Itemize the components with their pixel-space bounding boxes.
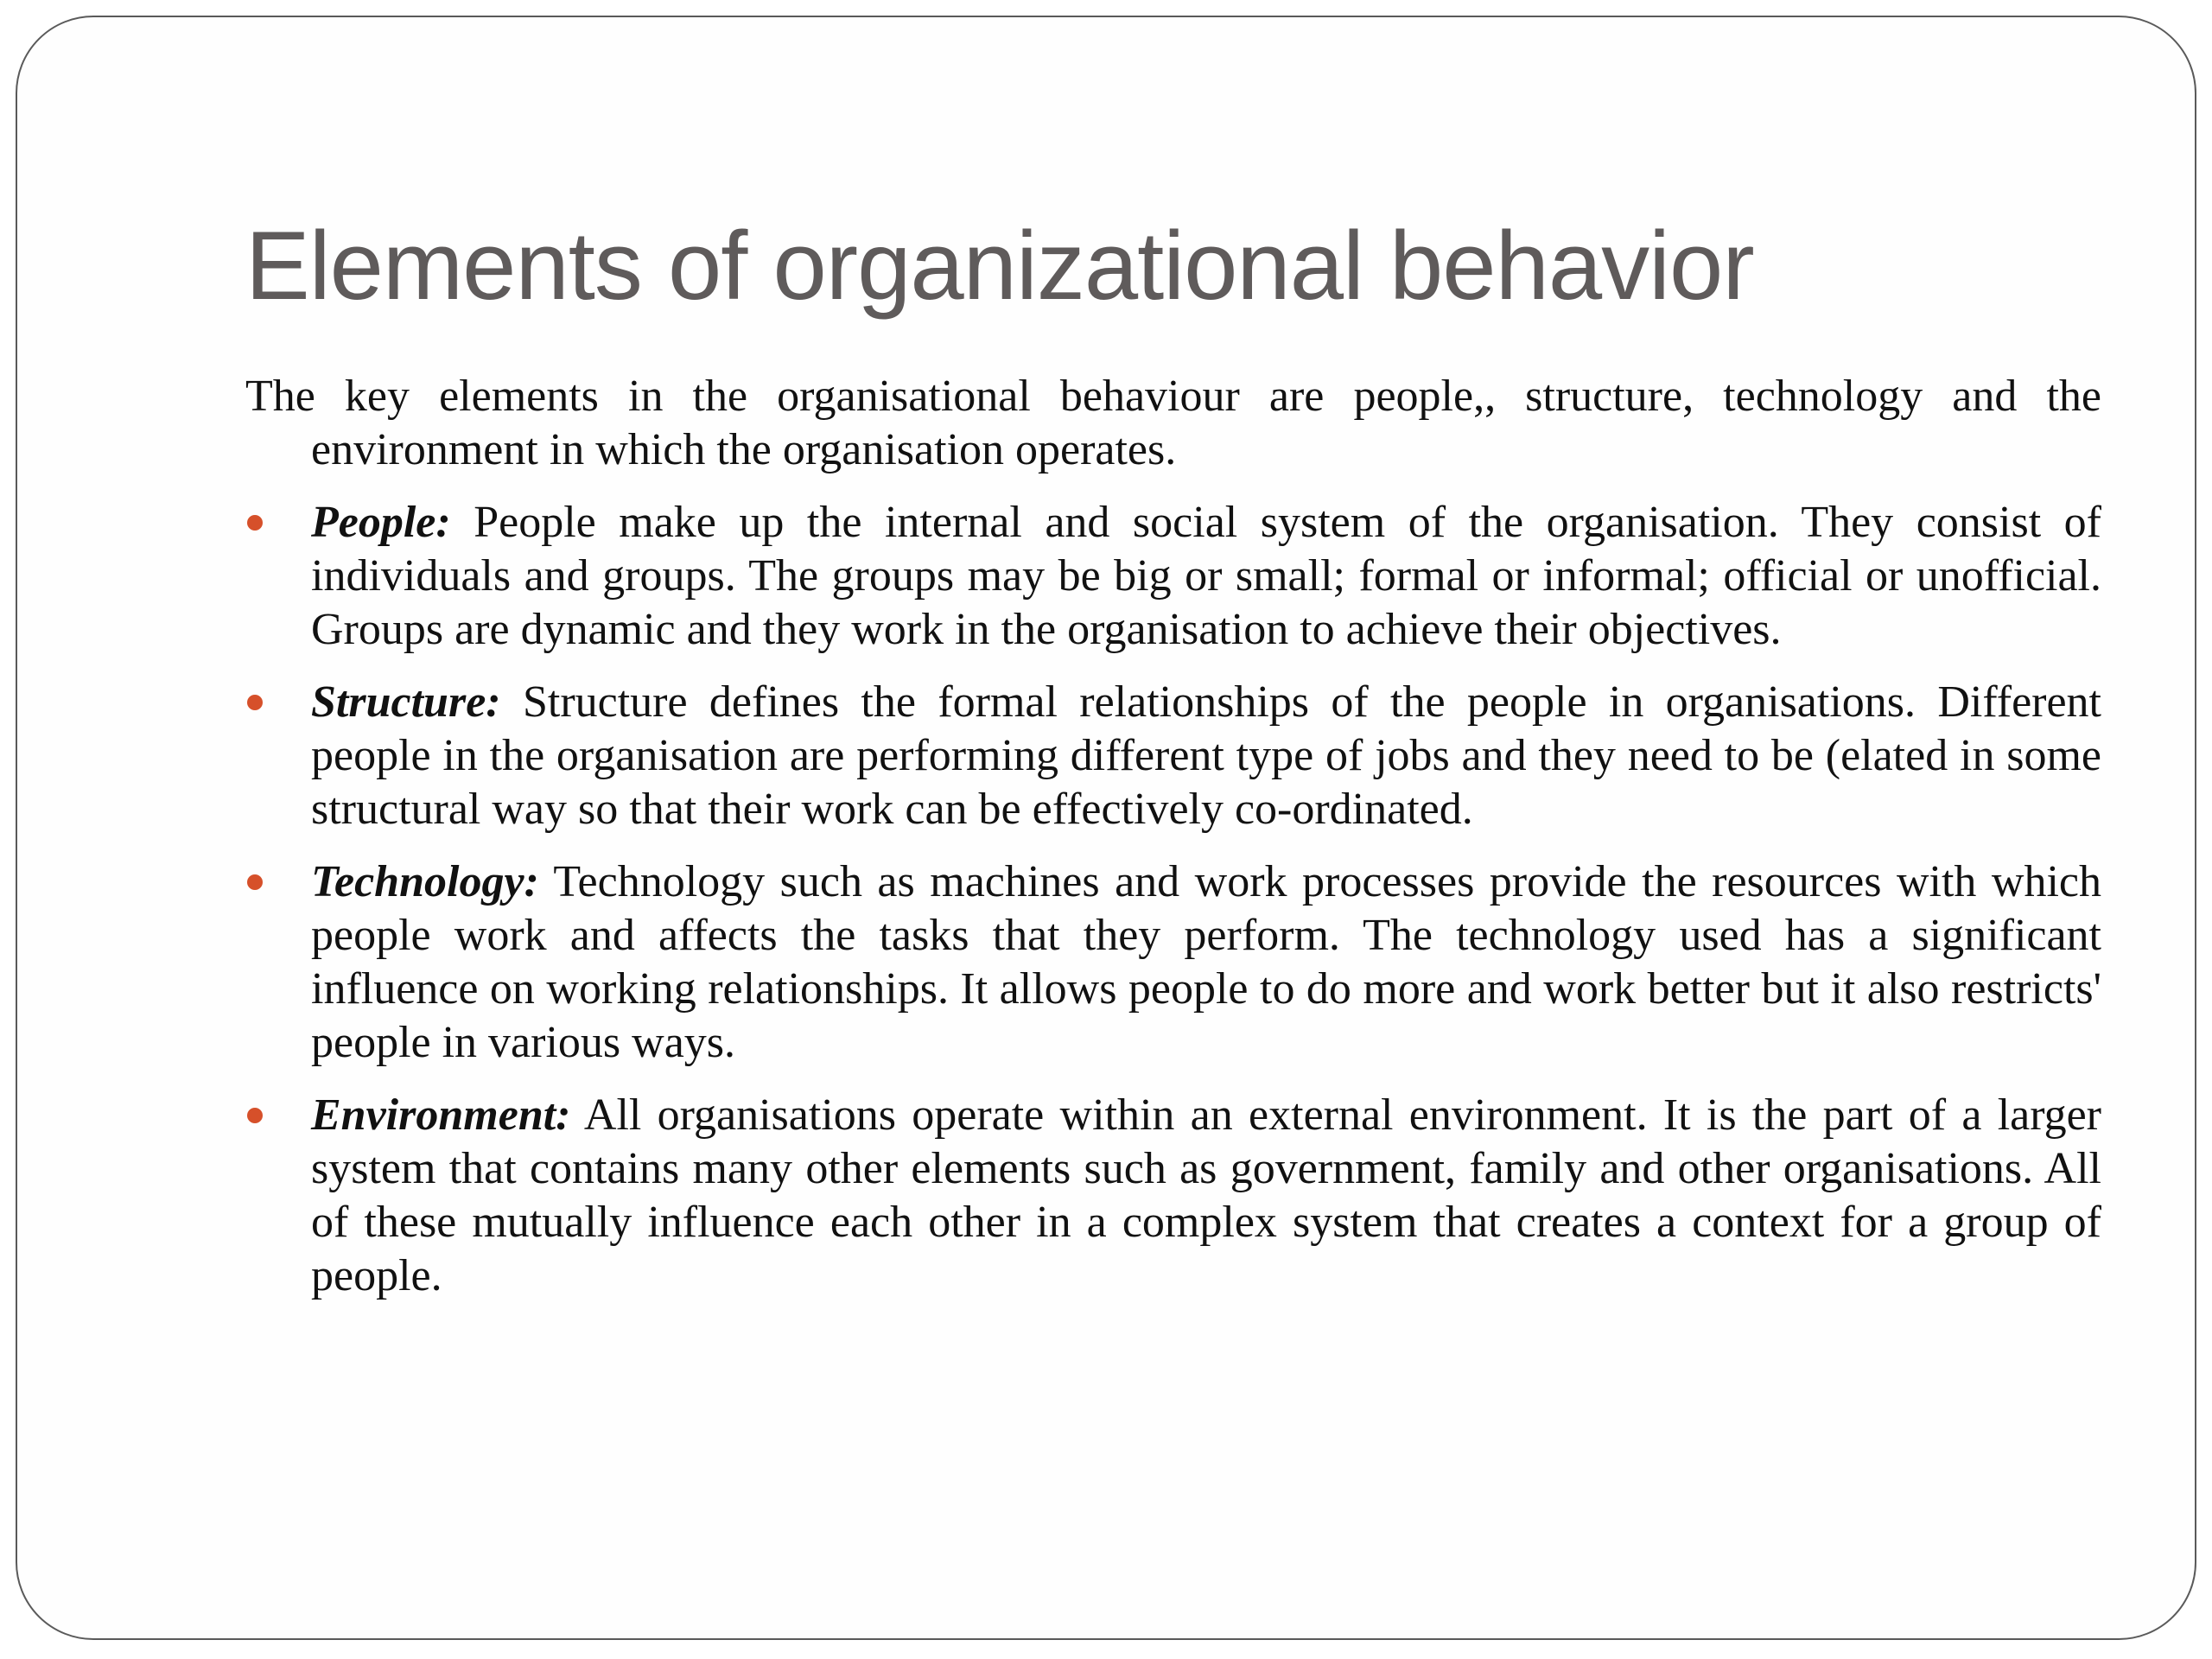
intro-paragraph: The key elements in the organisational behaviour are people,, structure, technology and the environment in which the organisation operates. [245,372,2101,474]
slide-title: Elements of organizational behavior [245,212,1754,320]
bullet-dot-icon [247,1108,263,1123]
bullet-text: Technology such as machines and work processes provide the resources with which people work and affects the tasks that they perform. The technology used has a significant influence on working relationships. It allows people to do more and work better but it also restricts' people in various ways. [311,857,2101,1067]
bullet-term: People: [311,498,451,547]
bullet-text: All organisations operate within an external environment. It is the part of a larger system that contains many other elements such as government, family and other organisations. All of these mutually influence each other in a complex system that creates a context for a group of people. [311,1090,2101,1300]
bullet-term: Environment: [311,1090,571,1140]
bullet-item-people [245,496,2101,657]
bullet-dot-icon [247,515,263,531]
bullet-item-structure [245,676,2101,836]
bullet-term: Structure: [311,677,501,727]
bullet-text: People make up the internal and social system of the organisation. They consist of individuals and groups. The groups may be big or small; formal or informal; official or unofficial. Groups are dynamic and they work in the organisation to achieve their objectives. [311,498,2101,654]
bullet-dot-icon [247,874,263,890]
bullet-term: Technology: [311,857,539,906]
bullet-item-environment [245,1089,2101,1303]
bullet-dot-icon [247,695,263,710]
slide-body [245,370,2101,1322]
slide-frame [16,16,2196,1640]
bullet-item-technology [245,855,2101,1070]
bullet-text: Structure defines the formal relationships of the people in organisations. Different people in the organisation are performing different type of jobs and they need to be (elated in some structural way so that their work can be effectively co-ordinated. [311,677,2101,834]
